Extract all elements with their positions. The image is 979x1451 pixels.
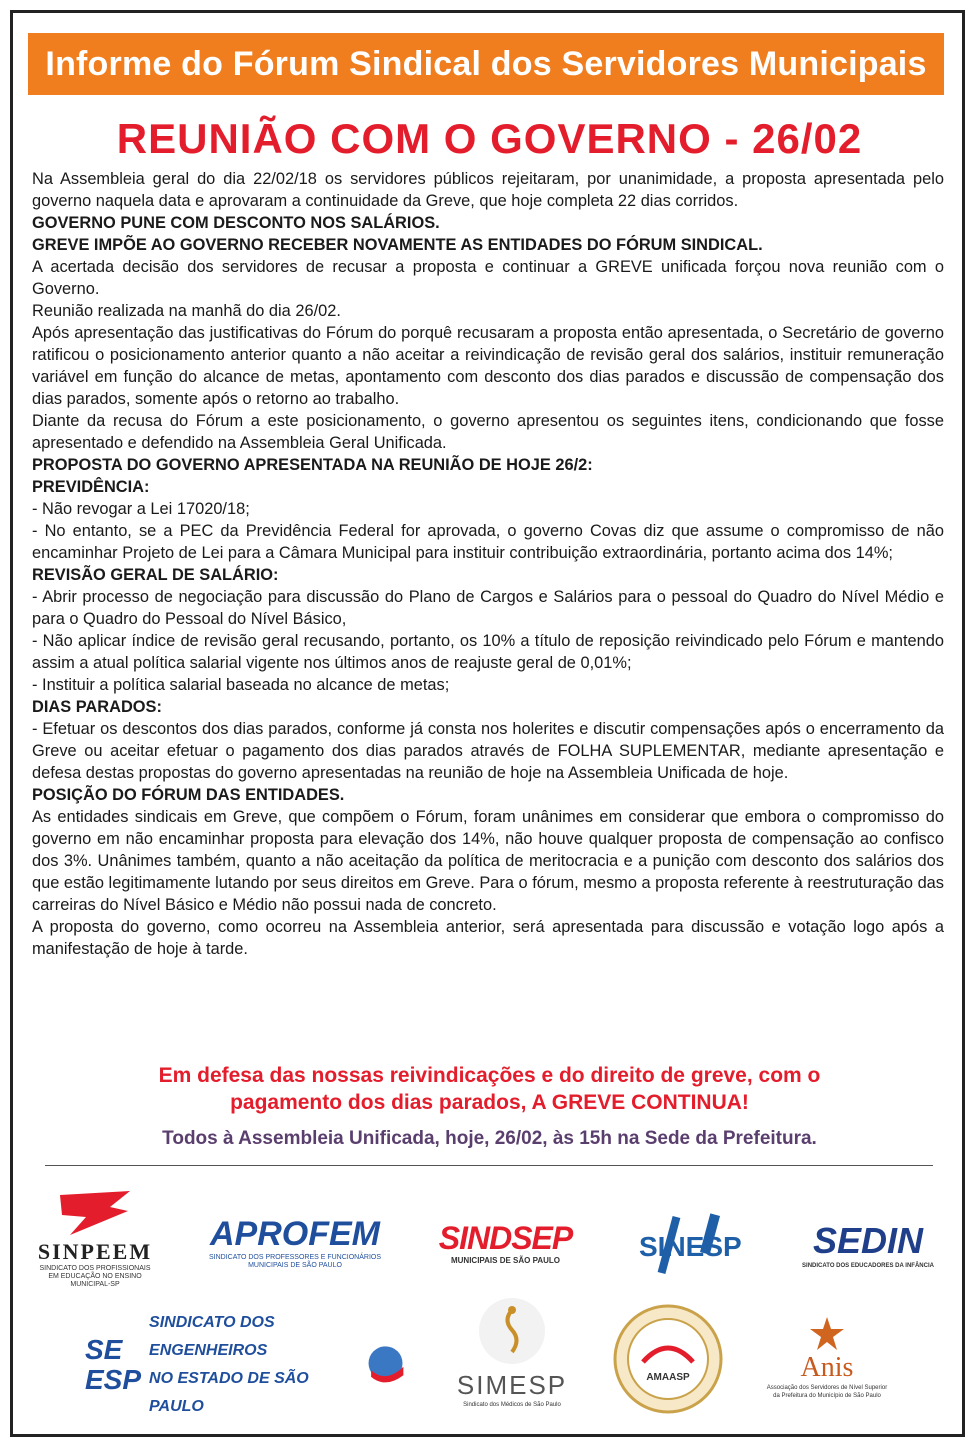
list-item: - Abrir processo de negociação para discussão do Plano de Cargos e Salários para o pessoal do Quadro do Nível Médio e para o Quadro do Pessoal do Nível Básico,: [32, 588, 944, 628]
seesp-logo: [85, 1314, 405, 1415]
amaasp-seal-icon: [613, 1304, 723, 1414]
sinpeem-mark-icon: [50, 1187, 140, 1239]
seesp-text: [149, 1309, 360, 1421]
logo-abbr: ESP: [85, 1364, 142, 1395]
star-icon: [807, 1316, 847, 1352]
svg-text:SINESP: SINESP: [639, 1231, 742, 1262]
logo-name: APROFEM: [210, 1215, 380, 1253]
sinpeem-logo: [30, 1185, 160, 1290]
paragraph: Na Assembleia geral do dia 22/02/18 os servidores públicos rejeitaram, por unanimidade, a proposta apresentada pelo governo naquela data e aprovaram a continuidade da Greve, que hoje completa 22 dias corridos.: [32, 170, 944, 210]
section-heading: REVISÃO GERAL DE SALÁRIO:: [32, 566, 279, 584]
logo-subtitle: Sindicato dos Médicos de São Paulo: [463, 1402, 561, 1408]
logo-abbr: SE: [85, 1334, 123, 1365]
svg-text:AMAASP: AMAASP: [646, 1372, 690, 1383]
aprofem-logo: [200, 1205, 390, 1280]
logo-subtitle: SINDICATO DOS EDUCADORES DA INFÂNCIA: [802, 1263, 934, 1269]
paragraph: Diante da recusa do Fórum a este posicionamento, o governo apresentou os seguintes itens, condicionando que fosse apresentado e defendido na Assembleia Geral Unificada.: [32, 412, 944, 452]
article-body: [32, 168, 944, 960]
logo-subtitle: SINDICATO DOS PROFISSIONAIS EM EDUCAÇÃO NO ENSINO MUNICIPAL-SP: [39, 1264, 151, 1288]
paragraph: A proposta do governo, como ocorreu na Assembleia anterior, será apresentada para discussão e votação logo após a manifestação de hoje à tarde.: [32, 918, 944, 958]
seesp-abbr: [85, 1335, 141, 1395]
list-item: - Não revogar a Lei 17020/18;: [32, 500, 250, 518]
section-heading: POSIÇÃO DO FÓRUM DAS ENTIDADES.: [32, 786, 345, 804]
simesp-emblem-icon: [477, 1296, 547, 1366]
assembly-call: Todos à Assembleia Unificada, hoje, 26/02, às 15h na Sede da Prefeitura.: [162, 1128, 817, 1149]
section-heading: GOVERNO PUNE COM DESCONTO NOS SALÁRIOS.: [32, 214, 440, 232]
logo-name: SINPEEM: [37, 1238, 153, 1264]
section-heading: GREVE IMPÕE AO GOVERNO RECEBER NOVAMENTE AS ENTIDADES DO FÓRUM SINDICAL.: [32, 236, 763, 254]
logo-subtitle: SINDICATO DOS PROFESSORES E FUNCIONÁRIOS MUNICIPAIS DE SÃO PAULO: [208, 1254, 382, 1269]
paragraph: A acertada decisão dos servidores de recusar a proposta e continuar a GREVE unificada forçou nova reunião com o Governo.: [32, 258, 944, 298]
logo-name: SEDIN: [812, 1220, 924, 1261]
list-item: - Efetuar os descontos dos dias parados, conforme já consta nos holerites e discutir compensações após o encerramento da Greve ou aceitar efetuar o pagamento dos dias parados através de FOLHA SUPLEMENTAR, mediante apresentação e defesa destas propostas do governo apresentadas na reunião de hoje na Assembleia Unificada de hoje.: [32, 720, 944, 782]
anis-logo: [762, 1310, 892, 1405]
section-heading: PROPOSTA DO GOVERNO APRESENTADA NA REUNIÃO DE HOJE 26/2:: [32, 456, 593, 474]
simesp-logo: [452, 1290, 572, 1415]
closing-line: pagamento dos dias parados, A GREVE CONTINUA!: [230, 1091, 749, 1114]
closing-message: [0, 1062, 979, 1152]
divider: [45, 1165, 933, 1166]
sinesp-logo: [630, 1205, 760, 1285]
globe-icon: [366, 1337, 405, 1393]
logo-line: NO ESTADO DE SÃO PAULO: [149, 1370, 309, 1415]
logo-subtitle: Associação dos Servidores de Nível Superior da Prefeitura do Município de São Paulo: [766, 1384, 888, 1399]
paragraph: Reunião realizada na manhã do dia 26/02.: [32, 302, 341, 320]
logo-name: SINDSEP: [438, 1220, 573, 1256]
section-heading: PREVIDÊNCIA:: [32, 478, 150, 496]
paragraph: As entidades sindicais em Greve, que compõem o Fórum, foram unânimes em considerar que embora o compromisso do governo em não encaminhar proposta para elevação dos 14%, não houve qualquer proposta de compensação ao confisco dos 3%. Unânimes também, quanto a não aceitação da política de meritocracia e a punição com desconto dos salários dos que estão legitimamente lutando por seus direitos em Greve. Para o fórum, mesmo a proposta referente à reestruturação das carreiras do Nível Básico e Médio não possui nada de concreto.: [32, 808, 944, 914]
logo-name: Anis: [800, 1351, 854, 1383]
logo-name: SIMESP: [456, 1370, 568, 1400]
sindsep-logo: [428, 1205, 583, 1280]
paragraph: Após apresentação das justificativas do Fórum do porquê recusaram a proposta então apresentada, o Secretário de governo ratificou o posicionamento anterior quanto a não aceitar a reivindicação de revisão geral dos salários, instituir remuneração variável em função do alcance de metas, apontamento com desconto dos dias parados e discussão de compensação dos dias parados, somente após o retorno ao trabalho.: [32, 324, 944, 408]
section-heading: DIAS PARADOS:: [32, 698, 162, 716]
amaasp-logo: [612, 1303, 724, 1415]
logo-subtitle: MUNICIPAIS DE SÃO PAULO: [450, 1256, 561, 1265]
banner-title: Informe do Fórum Sindical dos Servidores Municipais: [28, 33, 944, 95]
list-item: - Não aplicar índice de revisão geral recusando, portanto, os 10% a título de reposição reivindicado pelo Fórum e mantendo assim a atual política salarial vigente nos últimos anos de reajuste geral de 0,01%;: [32, 632, 944, 672]
headline: REUNIÃO COM O GOVERNO - 26/02: [116, 115, 863, 162]
closing-line: Em defesa das nossas reivindicações e do direito de greve, com o: [158, 1064, 821, 1087]
list-item: - Instituir a política salarial baseada no alcance de metas;: [32, 676, 450, 694]
list-item: - No entanto, se a PEC da Previdência Federal for aprovada, o governo Covas diz que assume o compromisso de não encaminhar Projeto de Lei para a Câmara Municipal para instituir contribuição extraordinária, portanto acima dos 14%;: [32, 522, 944, 562]
sinesp-mark-icon: [635, 1210, 755, 1280]
logo-line: SINDICATO DOS ENGENHEIROS: [149, 1314, 275, 1359]
sedin-logo: [798, 1210, 938, 1280]
